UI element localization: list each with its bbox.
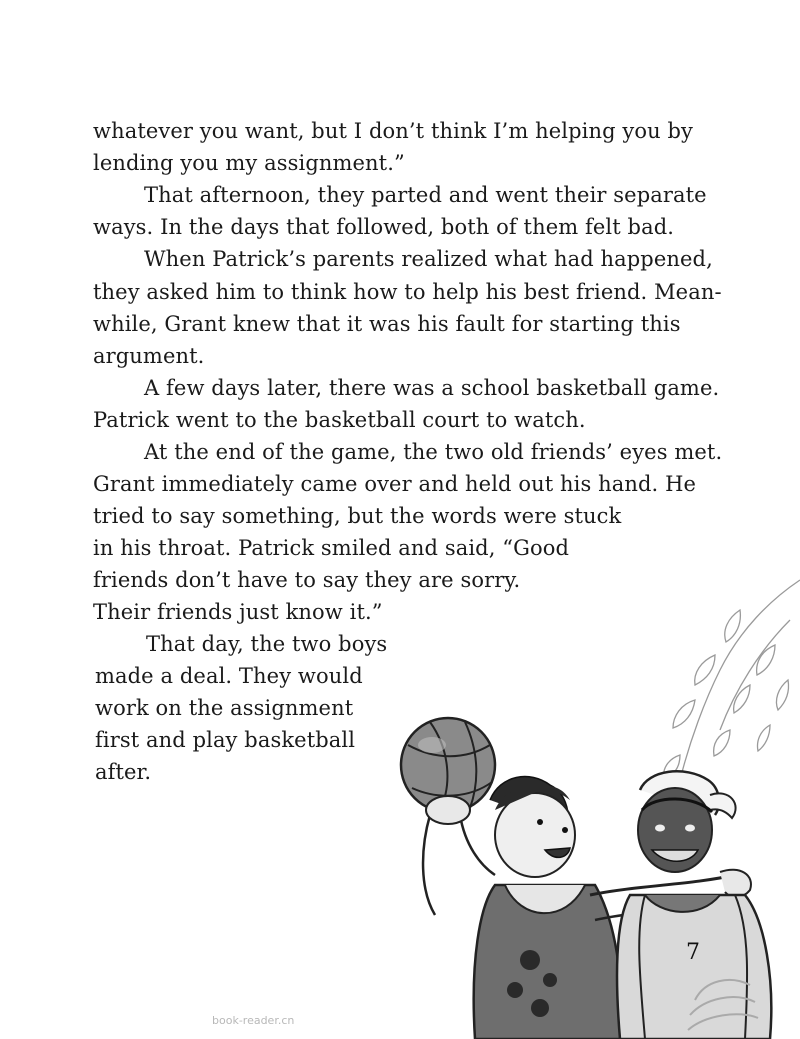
- text-line: argument.: [93, 344, 205, 368]
- text-line: A few days later, there was a school basketball game.: [144, 376, 720, 400]
- text-line: Patrick went to the basketball court to watch.: [93, 408, 586, 432]
- text-line: When Patrick’s parents realized what had happened,: [144, 247, 713, 271]
- text-line: That afternoon, they parted and went their separate: [144, 183, 707, 207]
- text-line: tried to say something, but the words were stuck: [93, 504, 622, 528]
- text-line: whatever you want, but I don’t think I’m helping you by: [93, 119, 694, 143]
- text-line: At the end of the game, the two old friends’ eyes met.: [144, 440, 723, 464]
- tree-leaves-icon: [664, 580, 800, 780]
- page-number: 7: [686, 940, 700, 965]
- text-line: That day, the two boys: [146, 632, 388, 656]
- text-line: lending you my assignment.”: [93, 151, 405, 175]
- boy-grant: [617, 771, 771, 1039]
- text-line: in his throat. Patrick smiled and said, “Good: [93, 536, 570, 560]
- text-line: friends don’t have to say they are sorry.: [93, 568, 521, 592]
- text-line: Grant immediately came over and held out his hand. He: [93, 472, 697, 496]
- text-line: made a deal. They would: [95, 664, 363, 688]
- text-line: first and play basketball: [95, 728, 356, 752]
- text-line: ways. In the days that followed, both of them felt bad.: [93, 215, 675, 239]
- text-line: they asked him to think how to help his best friend. Mean-: [93, 280, 722, 304]
- two-boys-basketball-illustration: [390, 560, 800, 1039]
- text-line: Their friends just know it.”: [93, 600, 383, 624]
- text-line: after.: [95, 760, 152, 784]
- watermark: book-reader.cn: [212, 1014, 295, 1027]
- text-line: work on the assignment: [95, 696, 354, 720]
- text-line: while, Grant knew that it was his fault for starting this: [93, 312, 681, 336]
